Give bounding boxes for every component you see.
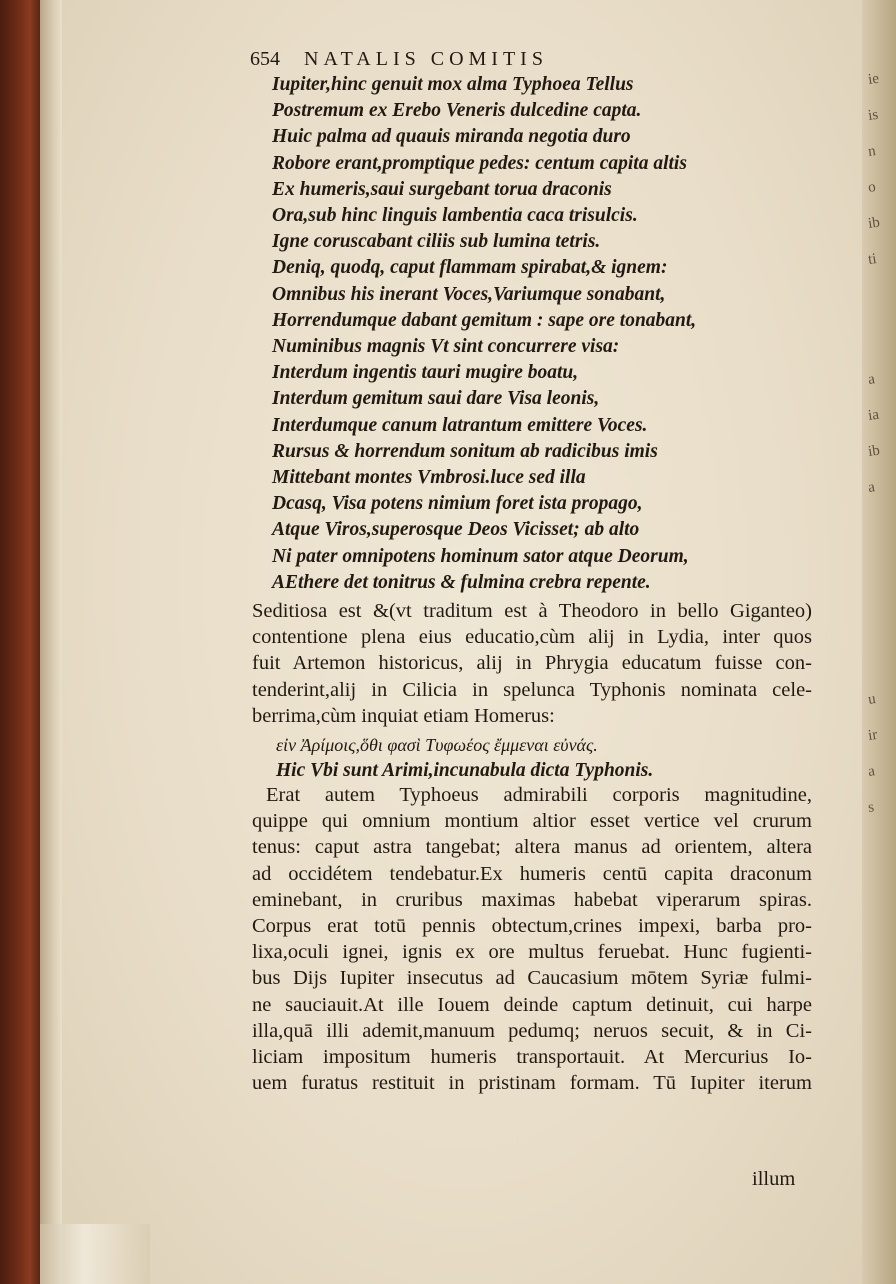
prose-line: tenderint,alij in Cilicia in spelunca Typhonis nominata cele- <box>252 678 812 701</box>
prose-line: ad occidétem tendebatur.Ex humeris centū capita draconum <box>252 862 812 885</box>
verse-line: Igne coruscabant ciliis sub lumina tetris. <box>272 231 601 253</box>
edge-fragment: a <box>867 763 876 781</box>
prose-line: tenus: caput astra tangebat; altera manus ad orientem, altera <box>252 836 812 859</box>
edge-text-bottom <box>868 680 896 824</box>
prose-line: illa,quā illi ademit,manuum pedumq; neruos secuit, & in Ci- <box>252 1019 812 1042</box>
edge-fragment: ia <box>867 406 880 425</box>
prose-line: Corpus erat totū pennis obtectum,crines impexi, barba pro- <box>252 915 812 938</box>
edge-fragment: ti <box>867 251 878 269</box>
greek-line: εἰν Ἀρίμοις,ὅθι φασὶ Τυφωέος ἔμμεναι εὐνάς. <box>276 735 598 755</box>
verse-line: Mittebant montes Vmbrosi.luce sed illa <box>272 467 586 489</box>
prose-line: berrima,cùm inquiat etiam Homerus: <box>252 704 555 727</box>
prose-line: eminebant, in cruribus maximas habebat viperarum spiras. <box>252 888 812 911</box>
edge-fragment: o <box>867 179 877 197</box>
verse-line: Interdum gemitum saui dare Visa leonis, <box>272 388 600 410</box>
catchword: illum <box>752 1168 796 1190</box>
prose-paragraph-1 <box>252 598 812 729</box>
verse-line: Interdumque canum latrantum emittere Voces. <box>272 414 648 436</box>
verse-line: AEthere det tonitrus & fulmina crebra repente. <box>272 571 651 593</box>
next-page-edge <box>862 0 896 1284</box>
verse-line: Postremum ex Erebo Veneris dulcedine capta. <box>272 100 642 122</box>
prose-line: ne sauciauit.At ille Iouem deinde captum detinuit, cui harpe <box>252 993 812 1016</box>
edge-fragment: u <box>867 691 877 709</box>
edge-fragment: ib <box>867 214 881 233</box>
verse-line: Rursus & horrendum sonitum ab radicibus imis <box>272 440 658 462</box>
running-header <box>250 48 670 71</box>
verse-line: Omnibus his inerant Voces,Variumque sonabant, <box>272 283 666 305</box>
edge-fragment: is <box>867 106 880 125</box>
prose-line: liciam impositum humeris transportauit. At Mercurius Io- <box>252 1046 812 1069</box>
verse-line: Interdum ingentis tauri mugire boatu, <box>272 362 579 384</box>
edge-text-middle <box>868 360 896 504</box>
prose-line: lixa,oculi ignei, ignis ex ore multus feruebat. Hunc fugienti- <box>252 941 812 964</box>
homer-quote <box>276 732 796 784</box>
paper-stain <box>40 1224 150 1284</box>
verse-line: Iupiter,hinc genuit mox alma Typhoea Tellus <box>272 74 634 95</box>
verse-line: Numinibus magnis Vt sint concurrere visa: <box>272 336 620 358</box>
verse-line: Huic palma ad quauis miranda negotia duro <box>272 126 631 148</box>
prose-line: fuit Artemon historicus, alij in Phrygia educatum fuisse con- <box>252 652 812 675</box>
verse-line: Dcasq, Visa potens nimium foret ista propago, <box>272 493 643 515</box>
edge-fragment: n <box>867 143 877 161</box>
verse-line: Atque Viros,superosque Deos Vicisset; ab alto <box>272 519 640 541</box>
verse-line: Robore erant,promptique pedes: centum capita altis <box>272 152 687 174</box>
prose-line: contentione plena eius educatio,cùm alij in Lydia, inter quos <box>252 626 812 649</box>
edge-fragment: ie <box>867 70 880 89</box>
verse-line: Deniq, quodq, caput flammam spirabat,& ignem: <box>272 257 668 279</box>
prose-line: Seditiosa est &(vt traditum est à Theodoro in bello Giganteo) <box>252 600 812 622</box>
edge-fragment: ir <box>867 726 879 745</box>
edge-fragment: s <box>867 799 876 817</box>
verse-line: Horrendumque dabant gemitum : sape ore tonabant, <box>272 309 697 331</box>
page-number: 654 <box>250 48 280 70</box>
prose-line: quippe qui omnium montium altior esset vertice vel crurum <box>252 810 812 833</box>
verse-line: Ex humeris,saui surgebant torua draconis <box>272 178 612 200</box>
running-title: NATALIS COMITIS <box>304 48 548 70</box>
prose-paragraph-2 <box>252 782 812 1096</box>
book-spine <box>0 0 40 1284</box>
latin-translation-line: Hic Vbi sunt Arimi,incunabula dicta Typhonis. <box>276 760 654 781</box>
edge-text-top <box>868 60 896 276</box>
prose-line: uem furatus restituit in pristinam formam. Tū Iupiter iterum <box>252 1072 812 1095</box>
verse-line: Ni pater omnipotens hominum sator atque Deorum, <box>272 545 689 567</box>
edge-fragment: a <box>867 479 876 497</box>
prose-line: Erat autem Typhoeus admirabili corporis magnitudine, <box>266 784 812 806</box>
prose-line: bus Dijs Iupiter insecutus ad Caucasium mōtem Syriæ fulmi- <box>252 967 812 990</box>
page-gutter <box>40 0 62 1284</box>
edge-fragment: a <box>867 371 876 389</box>
verse-block <box>272 72 792 596</box>
edge-fragment: ib <box>867 442 881 461</box>
verse-line: Ora,sub hinc linguis lambentia caca trisulcis. <box>272 205 638 227</box>
